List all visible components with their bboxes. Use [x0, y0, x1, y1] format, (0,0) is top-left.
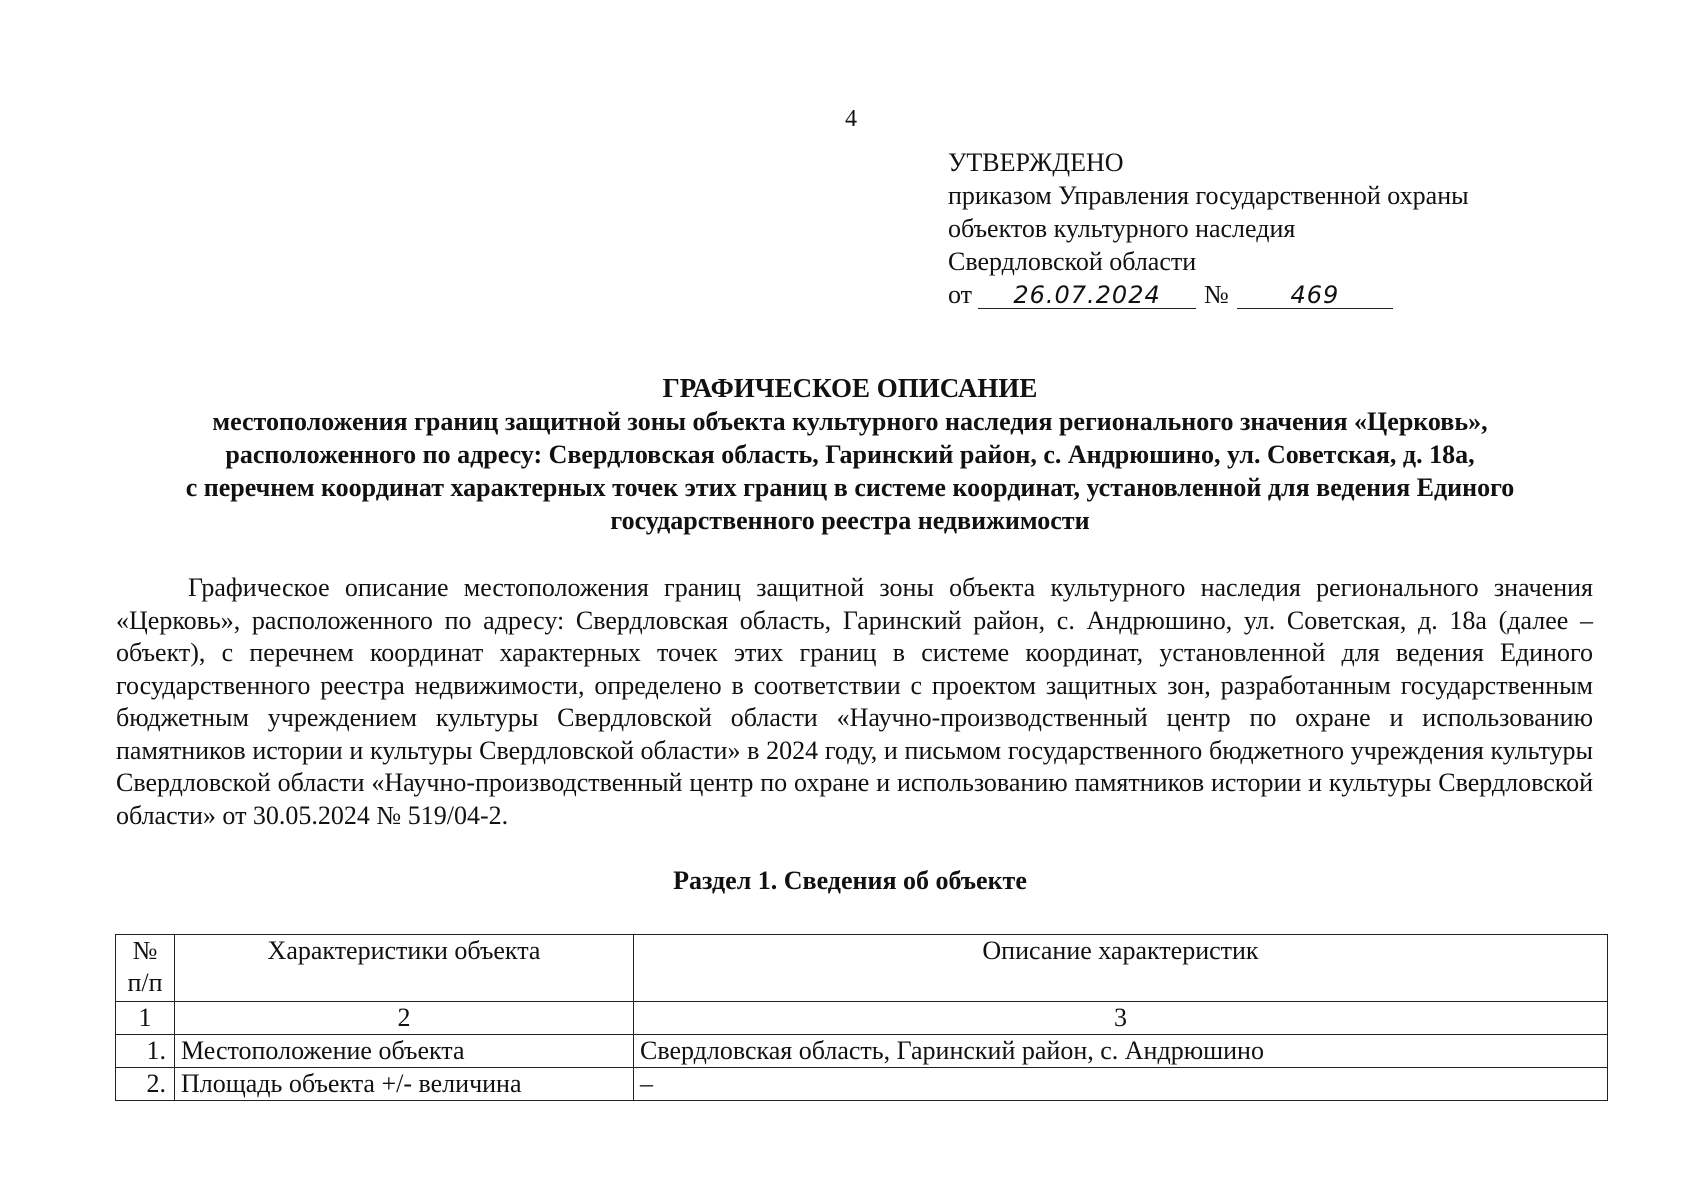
header-num-cell — [116, 935, 175, 1002]
table-index-row — [116, 1002, 1608, 1035]
title-line-1: местоположения границ защитной зоны объекта культурного наследия регионального значения «Церковь», — [212, 407, 1488, 436]
body-paragraph: Графическое описание местоположения границ защитной зоны объекта культурного наследия регионального значения «Церковь», расположенного по адресу: Свердловская область, Гаринский район, с. Андрюшино, ул. Советская, д. 18а (далее – объект), с перечнем координат характерных точек этих границ в системе координат, установленной для ведения Единого государственного реестра недвижимости, определено в соответствии с проектом защитных зон, разработанным государственным бюджетным учреждением культуры Свердловской области «Научно-производственный центр по охране и использованию памятников истории и культуры Свердловской области» в 2024 году, и письмом государственного бюджетного учреждения культуры Свердловской области «Научно-производственный центр по охране и использованию памятников истории и культуры Свердловской области» от 30.05.2024 № 519/04-2. — [116, 573, 1593, 830]
section-title: Раздел 1. Сведения об объекте — [673, 866, 1027, 895]
approval-line-3: Свердловской области — [948, 247, 1197, 276]
approval-line-1: приказом Управления государственной охраны — [948, 181, 1469, 210]
page-number: 4 — [845, 106, 857, 132]
number-prefix: № — [1204, 280, 1229, 309]
row-characteristic: Местоположение объекта — [175, 1035, 634, 1068]
date-prefix: от — [948, 280, 973, 309]
row-characteristic: Площадь объекта +/- величина — [175, 1068, 634, 1101]
index-cell: 2 — [175, 1002, 634, 1035]
approval-stamp — [948, 146, 1469, 311]
header-num-line-1: № — [132, 936, 158, 965]
index-cell: 3 — [634, 1002, 1608, 1035]
index-cell: 1 — [116, 1002, 175, 1035]
row-description: Свердловская область, Гаринский район, с. Андрюшино — [634, 1035, 1608, 1068]
table-row — [116, 1035, 1608, 1068]
header-description: Описание характеристик — [634, 935, 1608, 1002]
header-characteristics: Характеристики объекта — [175, 935, 634, 1002]
title-line-3: с перечнем координат характерных точек этих границ в системе координат, установленной для ведения Единого — [185, 473, 1515, 502]
title-line-2: расположенного по адресу: Свердловская область, Гаринский район, с. Андрюшино, ул. Советская, д. 18а, — [225, 440, 1475, 469]
document-title — [110, 372, 1590, 537]
approval-date-line — [948, 278, 1469, 311]
table-header-row — [116, 935, 1608, 1002]
table-row — [116, 1068, 1608, 1101]
object-info-table — [115, 934, 1608, 1101]
row-number: 1. — [116, 1035, 175, 1068]
row-number: 2. — [116, 1068, 175, 1101]
approval-heading: УТВЕРЖДЕНО — [948, 148, 1124, 177]
title-line-4: государственного реестра недвижимости — [610, 506, 1090, 535]
handwritten-date: 26.07.2024 — [978, 282, 1196, 309]
header-num-line-2: п/п — [127, 968, 163, 997]
row-description: – — [634, 1068, 1608, 1101]
approval-line-2: объектов культурного наследия — [948, 214, 1296, 243]
handwritten-number: 469 — [1237, 282, 1393, 309]
title-main: ГРАФИЧЕСКОЕ ОПИСАНИЕ — [662, 373, 1038, 403]
